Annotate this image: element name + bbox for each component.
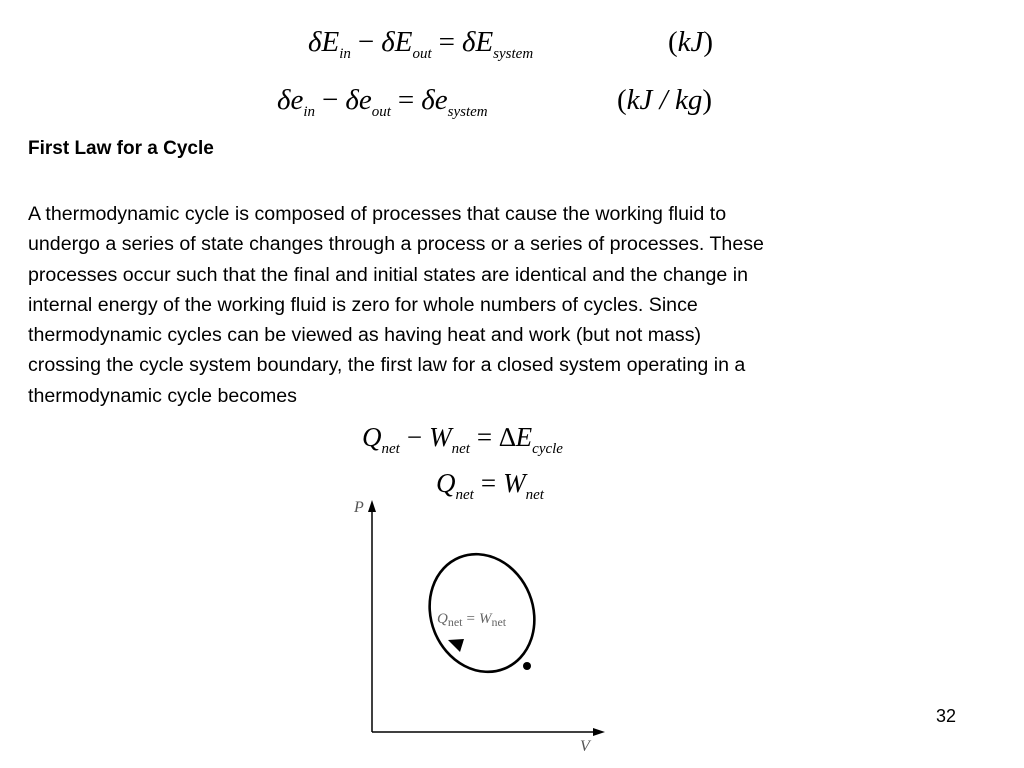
equals-operator: = — [480, 468, 497, 498]
equation-unit — [668, 26, 713, 59]
subscript-in: in — [339, 46, 351, 62]
equals-operator: = — [476, 422, 493, 452]
delta-symbol: δ — [461, 26, 476, 58]
energy-symbol: E — [515, 422, 533, 452]
subscript-net: net — [525, 487, 544, 503]
specific-energy-symbol: e — [358, 84, 372, 116]
paren-close: ) — [702, 84, 713, 116]
cycle-first-law-equation — [362, 422, 563, 457]
delta-symbol: δ — [421, 84, 435, 116]
cycle-label-equals: = — [466, 611, 475, 627]
x-axis-arrow-icon — [593, 728, 605, 736]
page-number: 32 — [936, 706, 957, 726]
minus-operator: − — [406, 422, 423, 452]
section-heading: First Law for a Cycle — [28, 138, 214, 159]
state-point — [523, 662, 531, 670]
subscript-out: out — [412, 46, 432, 62]
subscript-out: out — [371, 104, 391, 120]
x-axis-label: V — [580, 738, 590, 755]
energy-symbol: E — [475, 26, 494, 58]
energy-symbol: E — [321, 26, 340, 58]
subscript-net: net — [455, 487, 474, 503]
work-symbol: W — [429, 422, 452, 452]
specific-energy-balance-equation — [277, 84, 713, 120]
cycle-label-q: Q — [437, 611, 448, 627]
subscript-in: in — [303, 104, 316, 120]
y-axis-label: P — [354, 499, 364, 516]
body-paragraph: A thermodynamic cycle is composed of processes that cause the working fluid to undergo a series of state changes through a process or a series of processes. These processes occur such that the final and initial states are identical and the change in internal energy of the working fluid is zero for whole numbers of cycles. Since thermodynamic cycles can be viewed as having heat and work (but not mass) crossing the cycle system boundary, the first law for a closed system operating in a thermodynamic cycle becomes — [28, 203, 764, 407]
delta-symbol: δ — [308, 26, 322, 58]
specific-energy-symbol: e — [434, 84, 448, 116]
unit-text: kJ — [677, 26, 704, 58]
minus-operator: − — [357, 26, 375, 58]
delta-symbol: δ — [277, 84, 291, 116]
equals-operator: = — [438, 26, 455, 58]
y-axis-arrow-icon — [368, 500, 376, 512]
subscript-net: net — [451, 441, 470, 457]
pv-cycle-diagram — [340, 492, 610, 760]
paren-open: ( — [668, 26, 678, 58]
subscript-net: net — [381, 441, 400, 457]
energy-symbol: E — [394, 26, 413, 58]
cycle-label — [437, 611, 507, 629]
paren-open: ( — [617, 84, 627, 116]
paren-close: ) — [703, 26, 714, 58]
minus-operator: − — [322, 84, 339, 116]
heat-symbol: Q — [436, 468, 456, 498]
delta-symbol: δ — [381, 26, 395, 58]
energy-balance-equation — [308, 26, 714, 62]
specific-energy-symbol: e — [290, 84, 304, 116]
subscript-system: system — [447, 104, 488, 120]
delta-symbol: δ — [345, 84, 359, 116]
unit-text: kJ / kg — [626, 84, 703, 116]
subscript-cycle: cycle — [532, 441, 563, 457]
cycle-label-sub-net: net — [491, 615, 507, 629]
equation-unit — [617, 84, 712, 117]
heat-symbol: Q — [362, 422, 382, 452]
cycle-label-sub-net: net — [447, 615, 463, 629]
delta-symbol: ∆ — [499, 422, 516, 452]
subscript-system: system — [493, 46, 534, 62]
work-symbol: W — [503, 468, 526, 498]
cycle-direction-arrow-icon — [448, 639, 464, 652]
cycle-label-w: W — [478, 611, 492, 627]
equals-operator: = — [397, 84, 415, 116]
